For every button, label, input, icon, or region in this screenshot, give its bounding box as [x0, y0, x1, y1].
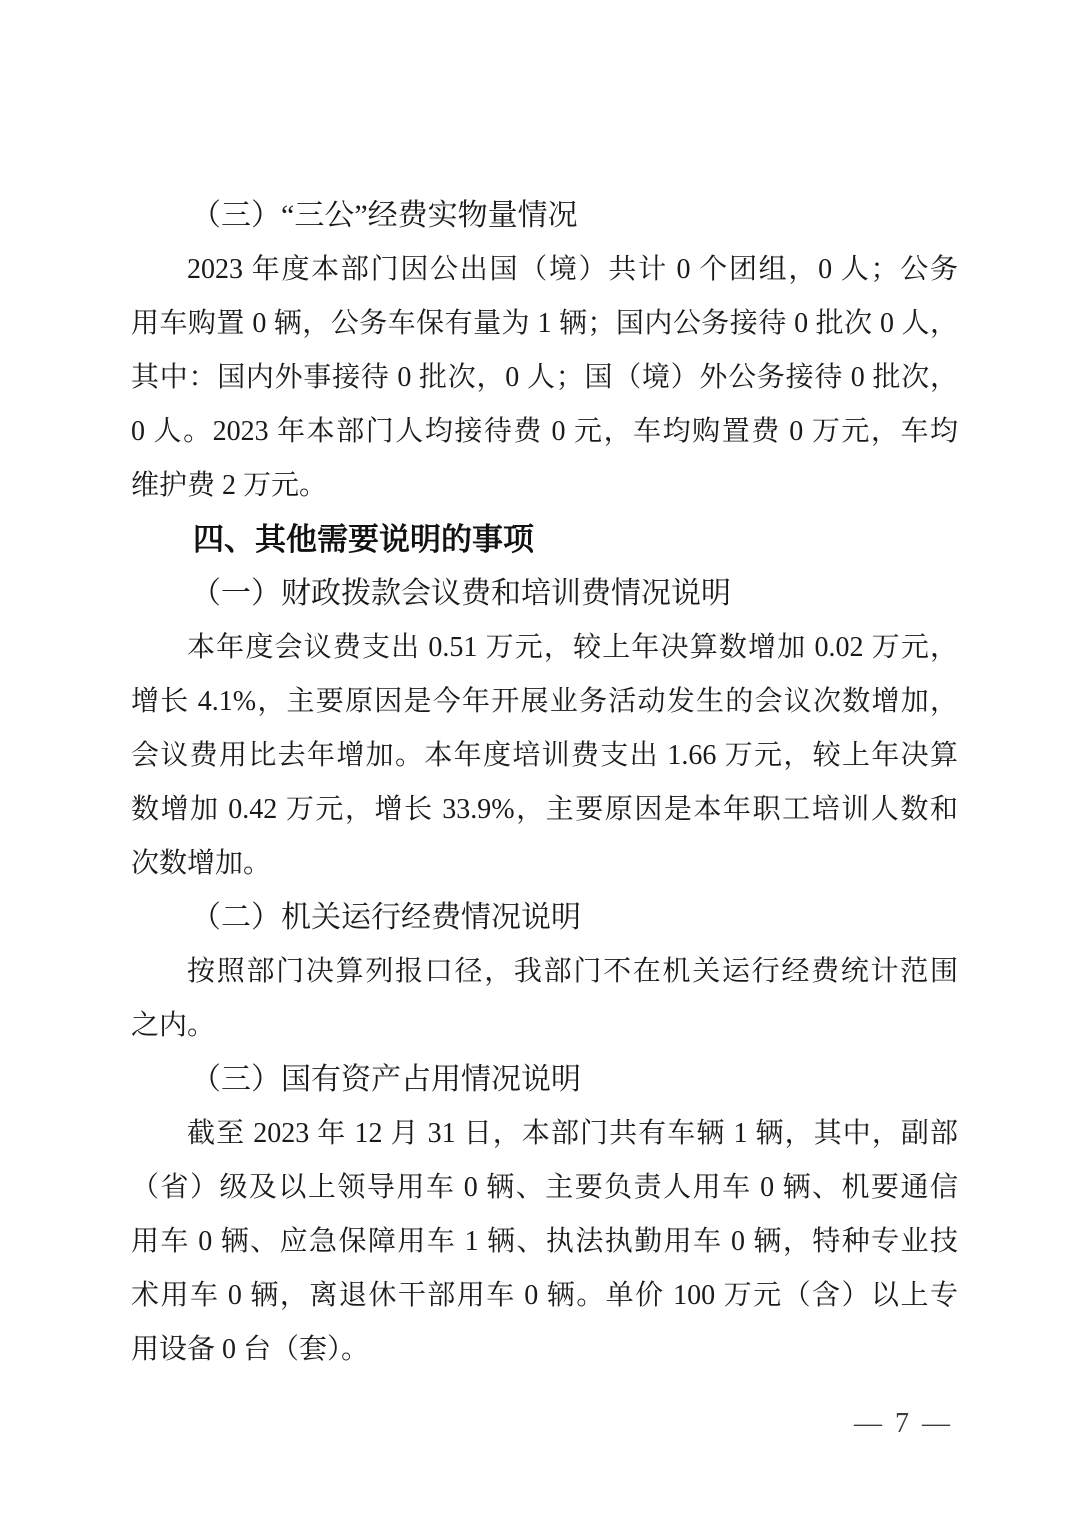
text-line: 维护费 2 万元。	[131, 470, 328, 501]
text-line: 增长 4.1%，主要原因是今年开展业务活动发生的会议次数增加，	[131, 686, 958, 717]
text-line: 用设备 0 台（套）。	[131, 1334, 370, 1365]
text-block	[131, 189, 958, 1377]
text-line: 其中：国内外事接待 0 批次，0 人；国（境）外公务接待 0 批次，	[131, 362, 958, 393]
text-line: 之内。	[131, 1010, 216, 1041]
heading-agency-operating-funds: （二）机关运行经费情况说明	[191, 901, 581, 934]
text-line: 术用车 0 辆，离退休干部用车 0 辆。单价 100 万元（含）以上专	[131, 1280, 958, 1311]
heading-three-public-expenses-physical: （三）“三公”经费实物量情况	[191, 199, 578, 232]
text-line: 用车 0 辆、应急保障用车 1 辆、执法执勤用车 0 辆，特种专业技	[131, 1226, 958, 1257]
heading-state-owned-assets: （三）国有资产占用情况说明	[191, 1063, 581, 1096]
heading-other-matters: 四、其他需要说明的事项	[193, 522, 534, 557]
text-line: 截至 2023 年 12 月 31 日，本部门共有车辆 1 辆，其中，副部	[187, 1118, 958, 1149]
text-line: 本年度会议费支出 0.51 万元，较上年决算数增加 0.02 万元，	[187, 632, 958, 663]
text-line: 按照部门决算列报口径，我部门不在机关运行经费统计范围	[187, 956, 958, 987]
text-line: 2023 年度本部门因公出国（境）共计 0 个团组，0 人；公务	[187, 254, 958, 285]
text-line: 0 人。2023 年本部门人均接待费 0 元，车均购置费 0 万元，车均	[131, 416, 958, 447]
text-line: 次数增加。	[131, 848, 272, 879]
page-number: — 7 —	[854, 1408, 953, 1439]
text-line: 会议费用比去年增加。本年度培训费支出 1.66 万元，较上年决算	[131, 740, 958, 771]
heading-meeting-training-fees: （一）财政拨款会议费和培训费情况说明	[191, 577, 731, 610]
text-line: （省）级及以上领导用车 0 辆、主要负责人用车 0 辆、机要通信	[131, 1172, 958, 1203]
text-line: 用车购置 0 辆，公务车保有量为 1 辆；国内公务接待 0 批次 0 人，	[131, 308, 958, 339]
text-line: 数增加 0.42 万元，增长 33.9%，主要原因是本年职工培训人数和	[131, 794, 958, 825]
